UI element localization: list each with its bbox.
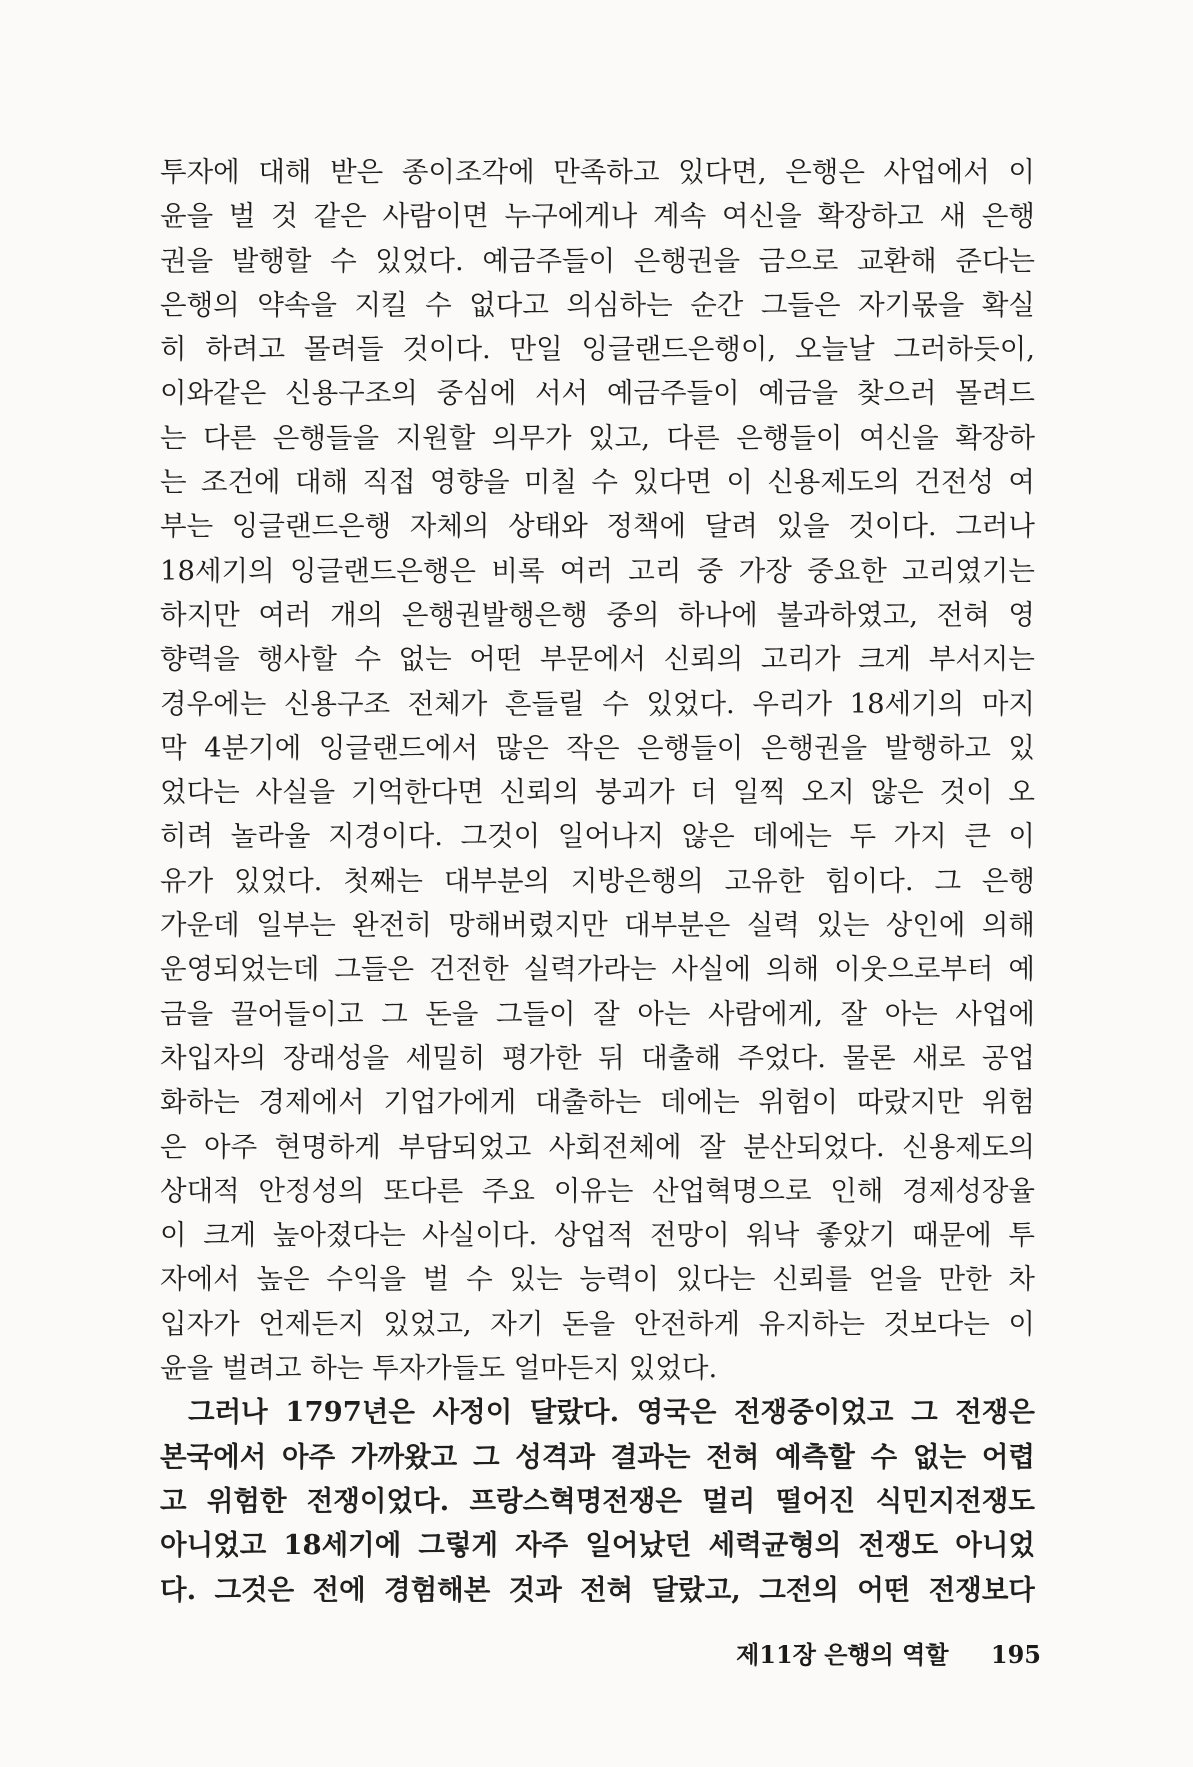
text-line: 투자에 대해 받은 종이조각에 만족하고 있다면, 은행은 사업에서 이: [160, 156, 1035, 188]
text-line: 자에서 높은 수익을 벌 수 있는 능력이 있다는 신뢰를 얻을 만한 차: [160, 1263, 1035, 1296]
text-line: 본국에서 아주 가까왔고 그 성격과 결과는 전혀 예측할 수 없는 어렵: [160, 1440, 1035, 1473]
text-line: 이와같은 신용구조의 중심에 서서 예금주들이 예금을 찾으러 몰려드: [160, 377, 1035, 410]
text-line: 향력을 행사할 수 없는 어떤 부문에서 신뢰의 고리가 크게 부서지는: [160, 643, 1035, 676]
chapter-title: 제11장 은행의 역할: [736, 1640, 949, 1669]
text-line: 윤을 벌려고 하는 투자가들도 얼마든지 있었다.: [160, 1352, 718, 1385]
text-line: 고 위험한 전쟁이었다. 프랑스혁명전쟁은 멀리 떨어진 식민지전쟁도: [160, 1484, 1035, 1517]
text-line: 아니었고 18세기에 그렇게 자주 일어났던 세력균형의 전쟁도 아니었: [160, 1529, 1035, 1562]
text-line: 차입자의 장래성을 세밀히 평가한 뒤 대출해 주었다. 물론 새로 공업: [160, 1041, 1035, 1074]
paragraph-2: [160, 1390, 1035, 1611]
text-line: 가운데 일부는 완전히 망해버렸지만 대부분은 실력 있는 상인에 의해: [160, 909, 1035, 942]
text-line: 히려 놀라울 지경이다. 그것이 일어나지 않은 데에는 두 가지 큰 이: [160, 820, 1035, 853]
text-line: 는 다른 은행들을 지원할 의무가 있고, 다른 은행들이 여신을 확장하: [160, 421, 1035, 454]
text-line: 히 하려고 몰려들 것이다. 만일 잉글랜드은행이, 오늘날 그러하듯이,: [160, 333, 1035, 366]
text-line: 었다는 사실을 기억한다면 신뢰의 붕괴가 더 일찍 오지 않은 것이 오: [160, 776, 1035, 809]
text-line: 입자가 언제든지 있었고, 자기 돈을 안전하게 유지하는 것보다는 이: [160, 1307, 1035, 1340]
text-line: 이 크게 높아졌다는 사실이다. 상업적 전망이 워낙 좋았기 때문에 투: [160, 1219, 1035, 1252]
text-line: 18세기의 잉글랜드은행은 비록 여러 고리 중 가장 중요한 고리였기는: [160, 554, 1035, 587]
text-line: 다. 그것은 전에 경험해본 것과 전혀 달랐고, 그전의 어떤 전쟁보다: [160, 1573, 1035, 1606]
text-line: 막 4분기에 잉글랜드에서 많은 작은 은행들이 은행권을 발행하고 있: [160, 731, 1035, 764]
page-footer: [736, 1635, 1041, 1670]
text-line: 금을 끌어들이고 그 돈을 그들이 잘 아는 사람에게, 잘 아는 사업에: [160, 997, 1035, 1030]
text-line: 유가 있었다. 첫째는 대부분의 지방은행의 고유한 힘이다. 그 은행: [160, 864, 1035, 897]
text-line: 윤을 벌 것 같은 사람이면 누구에게나 계속 여신을 확장하고 새 은행: [160, 200, 1035, 233]
text-line: 권을 발행할 수 있었다. 예금주들이 은행권을 금으로 교환해 준다는: [160, 244, 1035, 277]
text-line: 부는 잉글랜드은행 자체의 상태와 정책에 달려 있을 것이다. 그러나: [160, 510, 1035, 543]
page-number: 195: [990, 1640, 1041, 1669]
text-line: 그러나 1797년은 사정이 달랐다. 영국은 전쟁중이었고 그 전쟁은: [188, 1396, 1035, 1429]
text-line: 운영되었는데 그들은 건전한 실력가라는 사실에 의해 이웃으로부터 예: [160, 953, 1035, 986]
text-line: 하지만 여러 개의 은행권발행은행 중의 하나에 불과하였고, 전혀 영: [160, 598, 1035, 631]
text-line: 은행의 약속을 지킬 수 없다고 의심하는 순간 그들은 자기몫을 확실: [160, 288, 1035, 321]
body-text: [160, 150, 1035, 1612]
text-line: 은 아주 현명하게 부담되었고 사회전체에 잘 분산되었다. 신용제도의: [160, 1130, 1035, 1163]
text-line: 경우에는 신용구조 전체가 흔들릴 수 있었다. 우리가 18세기의 마지: [160, 687, 1035, 720]
text-line: 는 조건에 대해 직접 영향을 미칠 수 있다면 이 신용제도의 건전성 여: [160, 466, 1035, 499]
text-line: 화하는 경제에서 기업가에게 대출하는 데에는 위험이 따랐지만 위험: [160, 1086, 1035, 1119]
text-line: 상대적 안정성의 또다른 주요 이유는 산업혁명으로 인해 경제성장율: [160, 1174, 1035, 1207]
paragraph-1: [160, 150, 1035, 1390]
